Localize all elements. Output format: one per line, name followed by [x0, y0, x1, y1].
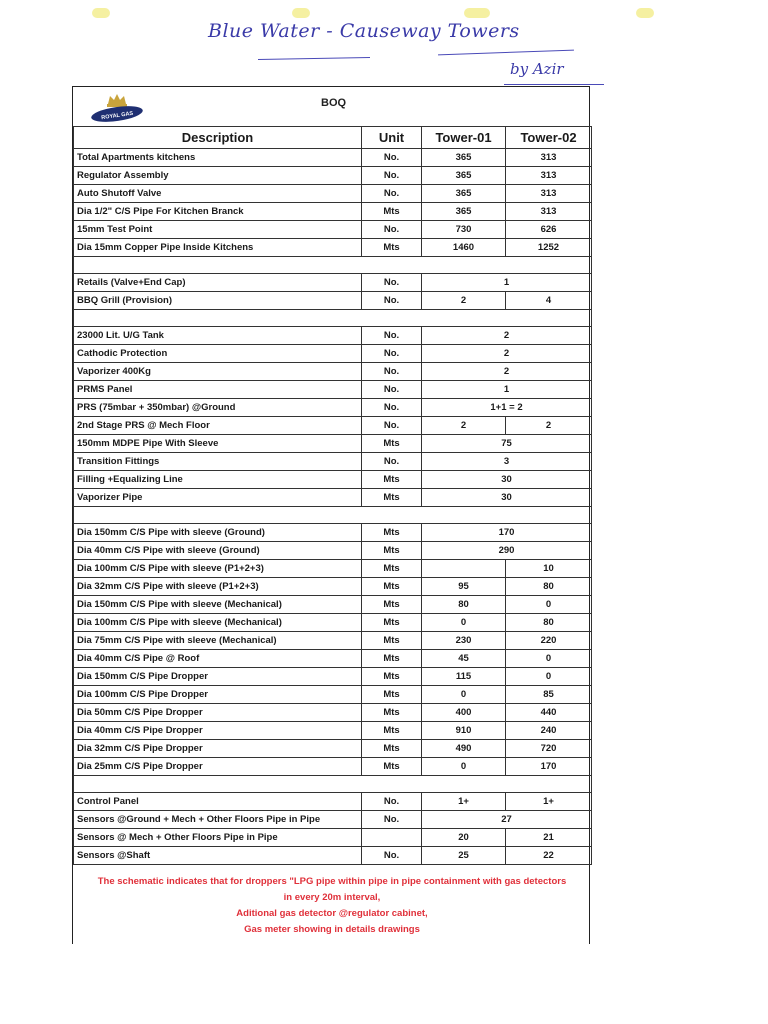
unit-cell: Mts — [362, 542, 422, 560]
table-row — [74, 149, 592, 167]
table-row — [74, 453, 592, 471]
tower-01-cell: 2 — [422, 292, 506, 310]
table-row — [74, 274, 592, 292]
boq-heading: BOQ — [321, 97, 347, 109]
tower-02-cell: 720 — [506, 740, 592, 758]
unit-cell: No. — [362, 149, 422, 167]
handwritten-title: Blue Water - Causeway Towers — [208, 20, 520, 42]
description-cell: PRS (75mbar + 350mbar) @Ground — [74, 399, 362, 417]
unit-cell: Mts — [362, 740, 422, 758]
unit-cell: Mts — [362, 614, 422, 632]
unit-cell: No. — [362, 399, 422, 417]
column-header-tower-02: Tower-02 — [506, 127, 592, 149]
tower-02-cell: 313 — [506, 167, 592, 185]
tower-02-cell: 0 — [506, 650, 592, 668]
tower-02-cell: 2 — [506, 417, 592, 435]
tower-01-cell: 490 — [422, 740, 506, 758]
tower-02-cell: 313 — [506, 203, 592, 221]
combined-quantity-cell: 2 — [422, 327, 592, 345]
tower-01-cell: 95 — [422, 578, 506, 596]
table-row — [74, 524, 592, 542]
unit-cell: Mts — [362, 632, 422, 650]
tower-02-cell: 240 — [506, 722, 592, 740]
unit-cell: No. — [362, 847, 422, 865]
table-row — [74, 686, 592, 704]
unit-cell: Mts — [362, 596, 422, 614]
tower-01-cell: 1460 — [422, 239, 506, 257]
unit-cell: No. — [362, 453, 422, 471]
tower-01-cell: 0 — [422, 614, 506, 632]
tower-02-cell: 626 — [506, 221, 592, 239]
header-row — [74, 127, 592, 149]
tower-01-cell: 0 — [422, 686, 506, 704]
tower-02-cell: 1+ — [506, 793, 592, 811]
column-header-unit: Unit — [362, 127, 422, 149]
description-cell: 2nd Stage PRS @ Mech Floor — [74, 417, 362, 435]
spacer-row — [74, 310, 592, 327]
unit-cell: Mts — [362, 758, 422, 776]
spacer-cell — [74, 507, 592, 524]
boq-table — [73, 126, 592, 865]
table-row — [74, 417, 592, 435]
unit-cell: No. — [362, 363, 422, 381]
tower-01-cell: 20 — [422, 829, 506, 847]
combined-quantity-cell: 2 — [422, 345, 592, 363]
combined-quantity-cell: 30 — [422, 471, 592, 489]
unit-cell: Mts — [362, 578, 422, 596]
unit-cell: No. — [362, 327, 422, 345]
description-cell: 23000 Lit. U/G Tank — [74, 327, 362, 345]
table-row — [74, 650, 592, 668]
combined-quantity-cell: 1 — [422, 274, 592, 292]
combined-quantity-cell: 27 — [422, 811, 592, 829]
unit-cell: No. — [362, 292, 422, 310]
table-row — [74, 722, 592, 740]
table-row — [74, 381, 592, 399]
description-cell: 15mm Test Point — [74, 221, 362, 239]
spacer-row — [74, 507, 592, 524]
tower-01-cell: 2 — [422, 417, 506, 435]
table-row — [74, 704, 592, 722]
description-cell: Retails (Valve+End Cap) — [74, 274, 362, 292]
unit-cell — [362, 829, 422, 847]
note-line: Aditional gas detector @regulator cabinet, — [236, 908, 428, 919]
handwritten-underline — [258, 57, 370, 60]
description-cell: Dia 150mm C/S Pipe with sleeve (Ground) — [74, 524, 362, 542]
tower-01-cell: 80 — [422, 596, 506, 614]
description-cell: Dia 40mm C/S Pipe Dropper — [74, 722, 362, 740]
description-cell: Transition Fittings — [74, 453, 362, 471]
table-row — [74, 327, 592, 345]
table-row — [74, 793, 592, 811]
description-cell: Dia 150mm C/S Pipe Dropper — [74, 668, 362, 686]
description-cell: Auto Shutoff Valve — [74, 185, 362, 203]
table-row — [74, 847, 592, 865]
description-cell: Vaporizer 400Kg — [74, 363, 362, 381]
table-row — [74, 542, 592, 560]
tower-02-cell: 4 — [506, 292, 592, 310]
unit-cell: Mts — [362, 524, 422, 542]
table-row — [74, 489, 592, 507]
unit-cell: No. — [362, 345, 422, 363]
description-cell: Vaporizer Pipe — [74, 489, 362, 507]
description-cell: Sensors @ Mech + Other Floors Pipe in Pipe — [74, 829, 362, 847]
unit-cell: Mts — [362, 489, 422, 507]
table-row — [74, 203, 592, 221]
tower-01-cell: 365 — [422, 203, 506, 221]
tower-01-cell: 910 — [422, 722, 506, 740]
unit-cell: No. — [362, 793, 422, 811]
table-row — [74, 345, 592, 363]
tower-01-cell: 365 — [422, 167, 506, 185]
unit-cell: No. — [362, 167, 422, 185]
column-header-tower-01: Tower-01 — [422, 127, 506, 149]
tower-02-cell: 22 — [506, 847, 592, 865]
handwritten-underline — [438, 50, 574, 56]
unit-cell: Mts — [362, 650, 422, 668]
spacer-cell — [74, 776, 592, 793]
description-cell: Dia 32mm C/S Pipe Dropper — [74, 740, 362, 758]
description-cell: Dia 50mm C/S Pipe Dropper — [74, 704, 362, 722]
table-row — [74, 435, 592, 453]
combined-quantity-cell: 2 — [422, 363, 592, 381]
description-cell: Sensors @Shaft — [74, 847, 362, 865]
spacer-row — [74, 776, 592, 793]
combined-quantity-cell: 75 — [422, 435, 592, 453]
description-cell: Dia 1/2" C/S Pipe For Kitchen Branck — [74, 203, 362, 221]
spacer-cell — [74, 257, 592, 274]
tape-mark — [636, 8, 654, 18]
table-row — [74, 829, 592, 847]
table-row — [74, 221, 592, 239]
tower-01-cell: 0 — [422, 758, 506, 776]
combined-quantity-cell: 1+1 = 2 — [422, 399, 592, 417]
tower-02-cell: 80 — [506, 614, 592, 632]
column-header-description: Description — [74, 127, 362, 149]
notes-block — [73, 874, 591, 938]
combined-quantity-cell: 1 — [422, 381, 592, 399]
table-row — [74, 740, 592, 758]
tower-01-cell: 730 — [422, 221, 506, 239]
table-row — [74, 292, 592, 310]
table-row — [74, 239, 592, 257]
description-cell: Dia 75mm C/S Pipe with sleeve (Mechanical) — [74, 632, 362, 650]
table-row — [74, 811, 592, 829]
handwritten-author: by Azir — [510, 60, 564, 78]
table-row — [74, 758, 592, 776]
tower-02-cell: 170 — [506, 758, 592, 776]
note-line: The schematic indicates that for droppers "LPG pipe within pipe in pipe containment with gas detectors — [97, 876, 567, 887]
tower-02-cell: 85 — [506, 686, 592, 704]
tower-01-cell — [422, 560, 506, 578]
description-cell: Dia 40mm C/S Pipe with sleeve (Ground) — [74, 542, 362, 560]
description-cell: Regulator Assembly — [74, 167, 362, 185]
unit-cell: Mts — [362, 203, 422, 221]
table-row — [74, 471, 592, 489]
description-cell: 150mm MDPE Pipe With Sleeve — [74, 435, 362, 453]
description-cell: Dia 100mm C/S Pipe with sleeve (Mechanical) — [74, 614, 362, 632]
tower-02-cell: 21 — [506, 829, 592, 847]
boq-body — [74, 149, 592, 865]
table-row — [74, 596, 592, 614]
description-cell: Sensors @Ground + Mech + Other Floors Pipe in Pipe — [74, 811, 362, 829]
unit-cell: Mts — [362, 471, 422, 489]
unit-cell: Mts — [362, 722, 422, 740]
unit-cell: No. — [362, 185, 422, 203]
logo-text: ROYAL GAS — [100, 110, 134, 122]
tape-mark — [92, 8, 110, 18]
table-row — [74, 578, 592, 596]
table-row — [74, 632, 592, 650]
tower-02-cell: 1252 — [506, 239, 592, 257]
tower-01-cell: 365 — [422, 185, 506, 203]
unit-cell: Mts — [362, 435, 422, 453]
description-cell: Total Apartments kitchens — [74, 149, 362, 167]
description-cell: Dia 25mm C/S Pipe Dropper — [74, 758, 362, 776]
note-line: in every 20m interval, — [283, 892, 381, 903]
description-cell: Cathodic Protection — [74, 345, 362, 363]
description-cell: Dia 100mm C/S Pipe Dropper — [74, 686, 362, 704]
description-cell: Dia 40mm C/S Pipe @ Roof — [74, 650, 362, 668]
description-cell: Dia 150mm C/S Pipe with sleeve (Mechanical) — [74, 596, 362, 614]
spacer-cell — [74, 310, 592, 327]
tape-mark — [292, 8, 310, 18]
tower-02-cell: 440 — [506, 704, 592, 722]
unit-cell: No. — [362, 811, 422, 829]
unit-cell: Mts — [362, 668, 422, 686]
table-row — [74, 399, 592, 417]
royal-gas-logo — [87, 91, 147, 125]
tower-02-cell: 10 — [506, 560, 592, 578]
unit-cell: Mts — [362, 704, 422, 722]
tower-01-cell: 365 — [422, 149, 506, 167]
tower-02-cell: 0 — [506, 668, 592, 686]
description-cell: Dia 15mm Copper Pipe Inside Kitchens — [74, 239, 362, 257]
description-cell: Control Panel — [74, 793, 362, 811]
combined-quantity-cell: 290 — [422, 542, 592, 560]
combined-quantity-cell: 3 — [422, 453, 592, 471]
tower-02-cell: 220 — [506, 632, 592, 650]
table-row — [74, 167, 592, 185]
unit-cell: Mts — [362, 686, 422, 704]
combined-quantity-cell: 170 — [422, 524, 592, 542]
unit-cell: Mts — [362, 239, 422, 257]
unit-cell: No. — [362, 417, 422, 435]
description-cell: Dia 32mm C/S Pipe with sleeve (P1+2+3) — [74, 578, 362, 596]
unit-cell: No. — [362, 381, 422, 399]
tower-01-cell: 230 — [422, 632, 506, 650]
boq-document — [72, 86, 590, 944]
tower-02-cell: 313 — [506, 185, 592, 203]
description-cell: Dia 100mm C/S Pipe with sleeve (P1+2+3) — [74, 560, 362, 578]
spacer-row — [74, 257, 592, 274]
tower-02-cell: 313 — [506, 149, 592, 167]
description-cell: BBQ Grill (Provision) — [74, 292, 362, 310]
unit-cell: Mts — [362, 560, 422, 578]
table-row — [74, 668, 592, 686]
tower-02-cell: 0 — [506, 596, 592, 614]
table-row — [74, 614, 592, 632]
tower-01-cell: 1+ — [422, 793, 506, 811]
tape-mark — [464, 8, 490, 18]
combined-quantity-cell: 30 — [422, 489, 592, 507]
tower-01-cell: 45 — [422, 650, 506, 668]
description-cell: Filling +Equalizing Line — [74, 471, 362, 489]
table-row — [74, 363, 592, 381]
unit-cell: No. — [362, 221, 422, 239]
unit-cell: No. — [362, 274, 422, 292]
tower-02-cell: 80 — [506, 578, 592, 596]
note-line: Gas meter showing in details drawings — [244, 924, 420, 935]
table-row — [74, 185, 592, 203]
table-row — [74, 560, 592, 578]
description-cell: PRMS Panel — [74, 381, 362, 399]
tower-01-cell: 115 — [422, 668, 506, 686]
tower-01-cell: 400 — [422, 704, 506, 722]
tower-01-cell: 25 — [422, 847, 506, 865]
handwritten-underline — [504, 84, 604, 85]
